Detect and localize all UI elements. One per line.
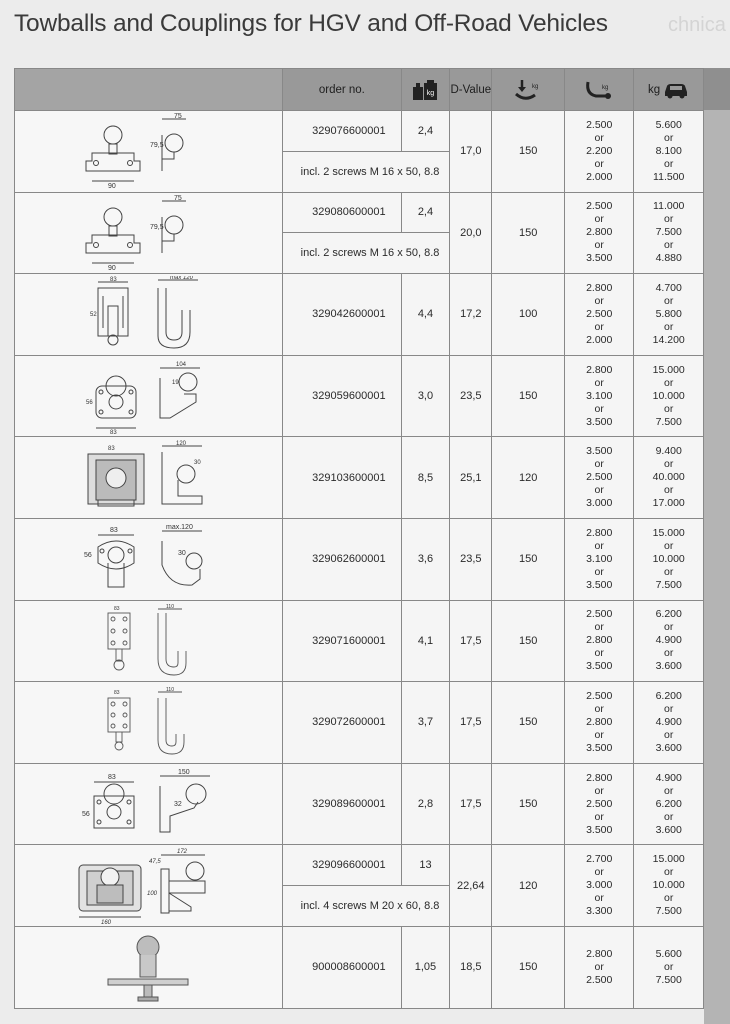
vehicle-weight: 6.200 or 4.900 or 3.600 [634,600,704,682]
vehicle-weight: 6.200 or 4.900 or 3.600 [634,682,704,764]
vehicle-weight: 15.000 or 10.000 or 7.500 [634,355,704,437]
weight-value: 1,05 [401,926,449,1008]
svg-text:79,5: 79,5 [150,142,165,150]
svg-text:79,5: 79,5 [150,223,165,231]
svg-text:75: 75 [174,113,183,121]
vehicle-weight: 5.600 or 7.500 [634,926,704,1008]
product-drawing [15,600,283,682]
svg-text:kg: kg [427,89,435,97]
header-d-value: D-Value [450,69,492,111]
trailer-load: 2.700 or 3.000 or 3.300 [564,845,634,927]
svg-text:kg: kg [602,84,609,91]
order-number: 329071600001 [282,600,401,682]
vertical-load: 150 [492,355,565,437]
vertical-load: 100 [492,274,565,356]
svg-text:56: 56 [82,811,91,819]
towball-flange-drawing [78,195,218,271]
vertical-load: 150 [492,682,565,764]
trailer-load: 2.500 or 2.800 or 3.500 [564,682,634,764]
towball-heavy-plate-drawing [73,847,223,925]
product-drawing [15,437,283,519]
product-drawing [15,355,283,437]
order-number: 329042600001 [282,274,401,356]
svg-text:100: 100 [147,890,158,897]
product-drawing [15,845,283,927]
product-drawing [15,518,283,600]
d-value: 17,5 [450,763,492,845]
svg-text:32: 32 [174,801,183,809]
vertical-load: 150 [492,763,565,845]
trailer-load: 2.800 or 3.100 or 3.500 [564,355,634,437]
svg-text:160: 160 [101,919,112,925]
towball-pin-drawing [78,929,218,1005]
table-row [15,192,704,233]
page-edge-strip [704,68,730,1024]
vertical-load: 150 [492,192,565,274]
svg-text:83: 83 [110,527,119,535]
vehicle-weight: 15.000 or 10.000 or 7.500 [634,845,704,927]
svg-text:83: 83 [114,605,121,612]
vertical-load: 120 [492,845,565,927]
d-value: 18,5 [450,926,492,1008]
svg-text:19: 19 [172,380,180,387]
screws-note: incl. 4 screws M 20 x 60, 8.8 [282,886,449,927]
hook-coupling-drawing [78,521,218,597]
header-order: order no. [282,69,401,111]
d-value: 20,0 [450,192,492,274]
svg-text:56: 56 [86,400,94,407]
towball-bracket-drawing [78,766,218,842]
d-value: 17,5 [450,682,492,764]
hook-coupling-drawing [78,276,218,352]
weight-value: 2,8 [401,763,449,845]
svg-text:75: 75 [174,194,183,202]
product-drawing [15,111,283,193]
product-drawing [15,763,283,845]
vehicle-weight: 9.400 or 40.000 or 17.000 [634,437,704,519]
svg-text:30: 30 [194,459,202,466]
vehicle-unit-label: kg [648,83,661,96]
order-number: 329076600001 [282,111,401,152]
order-number: 329072600001 [282,682,401,764]
svg-text:max.120: max.120 [166,524,194,532]
trailer-load: 2.800 or 3.100 or 3.500 [564,518,634,600]
trailer-load: 2.500 or 2.200 or 2.000 [564,111,634,193]
vertical-load: 150 [492,600,565,682]
hook-coupling-drawing [78,603,218,679]
d-value: 17,5 [450,600,492,682]
header-image [15,69,283,111]
table-row [15,518,704,600]
table-row [15,111,704,152]
car-icon [663,81,689,99]
vehicle-weight: 15.000 or 10.000 or 7.500 [634,518,704,600]
trailer-load: 2.500 or 2.800 or 3.500 [564,600,634,682]
order-number: 329103600001 [282,437,401,519]
vehicle-weight: 4.900 or 6.200 or 3.600 [634,763,704,845]
weight-value: 3,7 [401,682,449,764]
weight-value: 4,4 [401,274,449,356]
screws-note: incl. 2 screws M 16 x 50, 8.8 [282,151,449,192]
svg-text:90: 90 [108,264,117,271]
d-value: 22,64 [450,845,492,927]
svg-text:110: 110 [166,603,175,610]
trailer-load-icon [582,78,616,102]
product-drawing [15,192,283,274]
weight-value: 2,4 [401,111,449,152]
svg-text:83: 83 [108,774,117,782]
svg-text:90: 90 [108,183,117,190]
weight-value: 8,5 [401,437,449,519]
header-vertical-load [492,69,565,111]
trailer-load: 2.800 or 2.500 or 2.000 [564,274,634,356]
vertical-load-icon [513,78,543,102]
weight-value: 3,6 [401,518,449,600]
order-number: 329059600001 [282,355,401,437]
ghost-bleed-text: chnica [668,14,726,36]
towball-bracket-drawing [78,358,218,434]
order-number: 329080600001 [282,192,401,233]
svg-text:kg: kg [532,83,539,90]
trailer-load: 2.800 or 2.500 [564,926,634,1008]
vertical-load: 150 [492,518,565,600]
order-number: 329062600001 [282,518,401,600]
svg-text:172: 172 [177,848,188,855]
svg-text:120: 120 [176,440,187,447]
d-value: 23,5 [450,518,492,600]
svg-text:83: 83 [108,445,116,452]
table-row [15,845,704,886]
svg-text:104: 104 [176,362,187,369]
product-drawing [15,682,283,764]
svg-text:83: 83 [114,690,121,697]
vehicle-weight: 4.700 or 5.800 or 14.200 [634,274,704,356]
svg-text:30: 30 [178,550,187,558]
weight-value: 13 [401,845,449,886]
d-value: 25,1 [450,437,492,519]
d-value: 23,5 [450,355,492,437]
vehicle-weight: 5.600 or 8.100 or 11.500 [634,111,704,193]
header-vehicle-weight [634,69,704,111]
weight-value: 4,1 [401,600,449,682]
table-row [15,437,704,519]
svg-text:47,5: 47,5 [149,858,162,865]
hook-coupling-drawing [78,684,218,760]
vertical-load: 150 [492,111,565,193]
vehicle-weight: 11.000 or 7.500 or 4.880 [634,192,704,274]
svg-text:150: 150 [178,769,191,777]
d-value: 17,2 [450,274,492,356]
trailer-load: 2.800 or 2.500 or 3.500 [564,763,634,845]
svg-text:83: 83 [110,430,118,435]
trailer-load: 3.500 or 2.500 or 3.000 [564,437,634,519]
trailer-load: 2.500 or 2.800 or 3.500 [564,192,634,274]
towball-plate-drawing [78,440,218,516]
towball-flange-drawing [78,113,218,189]
header-weight [401,69,449,111]
vertical-load: 150 [492,926,565,1008]
svg-text:83: 83 [110,277,118,284]
table-row [15,682,704,764]
order-number: 900008600001 [282,926,401,1008]
page-title: Towballs and Couplings for HGV and Off-Road Vehicles [14,10,608,37]
table-row [15,763,704,845]
table-row [15,274,704,356]
table-header [15,69,704,111]
spec-table [14,68,704,1009]
table-row [15,355,704,437]
weight-value: 3,0 [401,355,449,437]
order-number: 329096600001 [282,845,401,886]
order-number: 329089600001 [282,763,401,845]
svg-text:max 120: max 120 [170,276,194,282]
table-row [15,600,704,682]
header-trailer-load [564,69,634,111]
weight-icon [411,79,439,101]
screws-note: incl. 2 screws M 16 x 50, 8.8 [282,233,449,274]
product-drawing [15,926,283,1008]
d-value: 17,0 [450,111,492,193]
svg-text:110: 110 [166,687,175,694]
svg-text:52: 52 [90,312,98,319]
weight-value: 2,4 [401,192,449,233]
svg-text:56: 56 [84,552,93,560]
product-drawing [15,274,283,356]
table-row [15,926,704,1008]
vertical-load: 120 [492,437,565,519]
